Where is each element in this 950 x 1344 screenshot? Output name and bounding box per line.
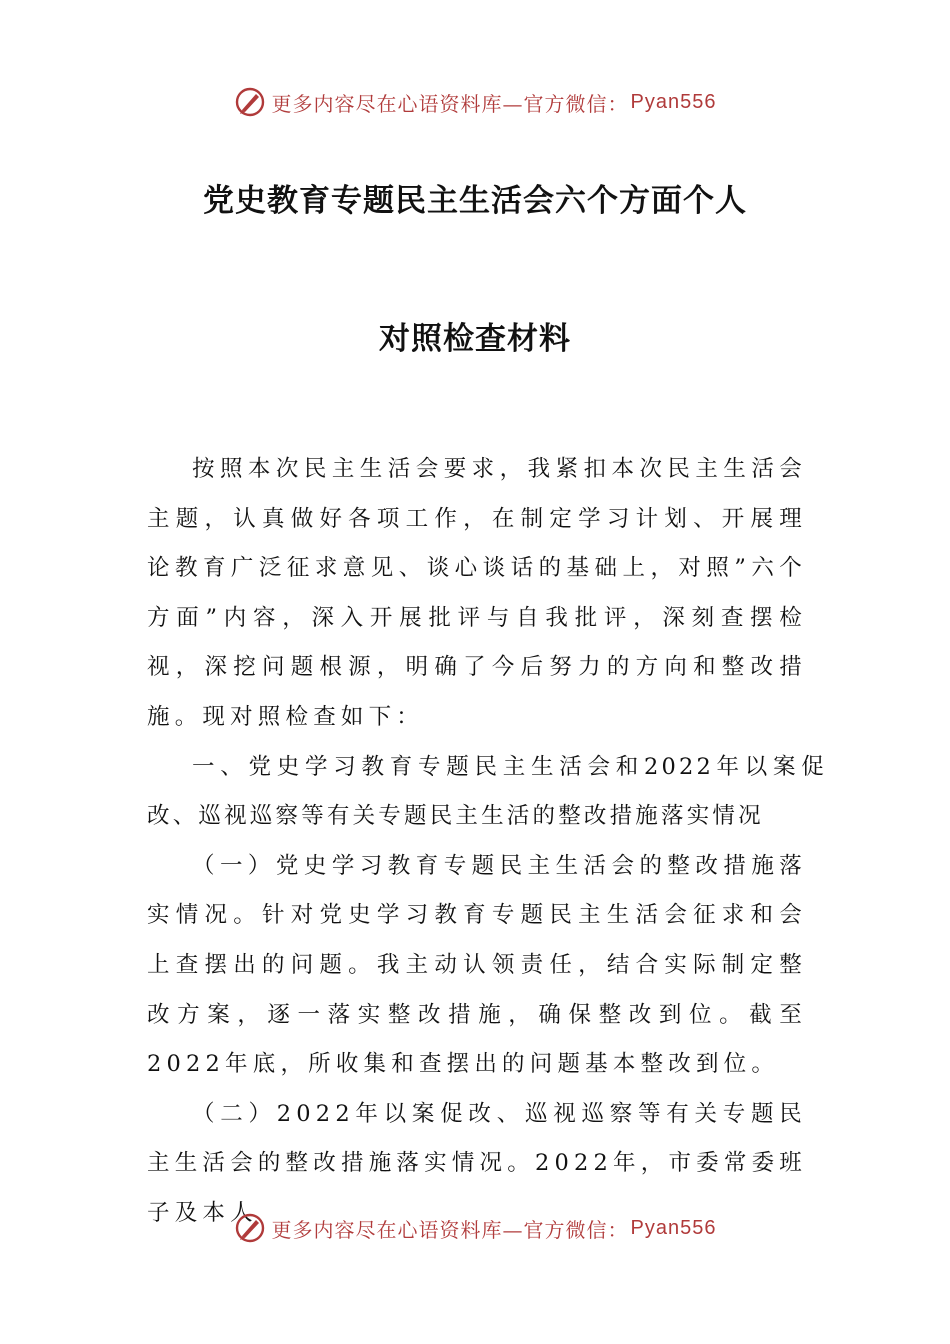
- watermark-text: 更多内容尽在心语资料库—官方微信：: [271, 1217, 629, 1242]
- document-body: [147, 445, 827, 1239]
- watermark-header: [0, 86, 950, 118]
- paragraph-subsection-2: （二）2022年以案促改、巡视巡察等有关专题民主生活会的整改措施落实情况。2022年，市委常委班子及本人: [147, 1100, 807, 1226]
- pen-logo-icon: [234, 1212, 266, 1244]
- watermark-footer: [0, 1212, 950, 1244]
- paragraph-subsection-1: （一）党史学习教育专题民主生活会的整改措施落实情况。针对党史学习教育专题民主生活会征求和会上查摆出的问题。我主动认领责任，结合实际制定整改方案，逐一落实整改措施，确保整改到位。截至2022年底，所收集和查摆出的问题基本整改到位。: [147, 852, 807, 1078]
- watermark-wechat-id: Pyan556: [630, 1216, 717, 1239]
- document-title-line-2: 对照检查材料: [379, 321, 571, 357]
- document-title-line-1: 党史教育专题民主生活会六个方面个人: [203, 183, 747, 219]
- section-heading-1: 一、党史学习教育专题民主生活会和2022年以案促改、巡视巡察等有关专题民主生活的整改措施落实情况: [147, 753, 827, 830]
- watermark-wechat-id: Pyan556: [630, 90, 717, 113]
- watermark-text: 更多内容尽在心语资料库—官方微信：: [271, 91, 629, 116]
- paragraph-intro: 按照本次民主生活会要求，我紧扣本次民主生活会主题，认真做好各项工作，在制定学习计划、开展理论教育广泛征求意见、谈心谈话的基础上，对照”六个方面”内容，深入开展批评与自我批评，深刻查摆检视，深挖问题根源，明确了今后努力的方向和整改措施。现对照检查如下：: [147, 456, 807, 730]
- pen-logo-icon: [234, 86, 266, 118]
